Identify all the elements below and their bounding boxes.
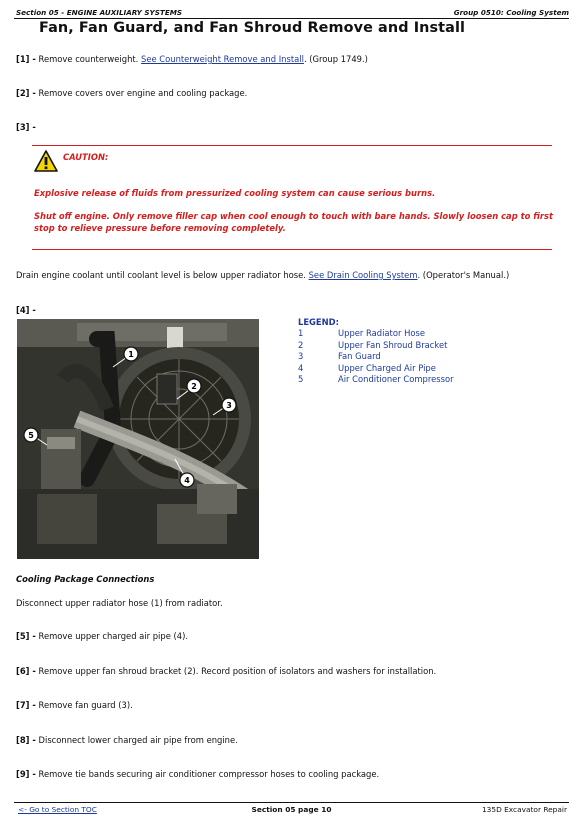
caution-top-rule bbox=[32, 145, 552, 146]
step-4 bbox=[16, 305, 36, 315]
step-9 bbox=[16, 769, 379, 779]
manual-title: 135D Excavator Repair bbox=[481, 805, 567, 814]
step-6-number: [6] - bbox=[16, 666, 36, 676]
engine-cooling-photo bbox=[17, 319, 259, 559]
caution-bottom-rule bbox=[32, 249, 552, 250]
legend-number: 1 bbox=[298, 328, 304, 338]
caution-text-1: Explosive release of fluids from pressurized cooling system can cause serious burns. bbox=[34, 188, 436, 198]
section-toc-link[interactable]: <- Go to Section TOC bbox=[18, 805, 97, 814]
caution-text-2: Shut off engine. Only remove filler cap when cool enough to touch with bare hands. Slowly loosen cap to first stop to relieve pressure before removing completely. bbox=[34, 211, 553, 233]
step-8 bbox=[16, 735, 238, 745]
section-header: Section 05 - ENGINE AUXILIARY SYSTEMS bbox=[16, 8, 183, 17]
step-4-number: [4] - bbox=[16, 305, 36, 315]
legend-label: Upper Radiator Hose bbox=[338, 328, 426, 338]
footer-divider bbox=[14, 802, 569, 803]
callout-1: 1 bbox=[128, 350, 134, 359]
step-9-text: Remove tie bands securing air conditioner compressor hoses to cooling package. bbox=[38, 769, 380, 779]
step-5 bbox=[16, 631, 188, 641]
callout-2: 2 bbox=[191, 382, 197, 391]
step-2 bbox=[16, 88, 247, 98]
legend-label: Air Conditioner Compressor bbox=[338, 374, 454, 384]
step-9-number: [9] - bbox=[16, 769, 36, 779]
step-8-text: Disconnect lower charged air pipe from engine. bbox=[38, 735, 238, 745]
group-header: Group 0510: Cooling System bbox=[453, 8, 569, 17]
drain-suffix: . (Operator's Manual.) bbox=[417, 270, 510, 280]
step-1-number: [1] - bbox=[16, 54, 36, 64]
step-7-text: Remove fan guard (3). bbox=[38, 700, 133, 710]
legend-item bbox=[298, 328, 425, 338]
counterweight-link[interactable]: See Counterweight Remove and Install bbox=[141, 54, 304, 64]
step-5-text: Remove upper charged air pipe (4). bbox=[38, 631, 189, 641]
legend-number: 2 bbox=[298, 340, 304, 350]
step-3-number: [3] - bbox=[16, 122, 36, 132]
legend-label: Upper Charged Air Pipe bbox=[338, 363, 436, 373]
cooling-package-heading: Cooling Package Connections bbox=[16, 574, 155, 584]
header-divider bbox=[14, 18, 569, 19]
step-3 bbox=[16, 122, 36, 132]
warning-triangle-icon bbox=[34, 150, 58, 172]
callout-5: 5 bbox=[28, 431, 34, 440]
step-5-number: [5] - bbox=[16, 631, 36, 641]
step-8-number: [8] - bbox=[16, 735, 36, 745]
step-7 bbox=[16, 700, 133, 710]
caution-label: CAUTION: bbox=[63, 152, 109, 162]
step-2-text: Remove covers over engine and cooling package. bbox=[38, 88, 248, 98]
callout-3: 3 bbox=[226, 401, 232, 410]
legend-item bbox=[298, 351, 381, 361]
legend-item bbox=[298, 340, 447, 350]
drain-instruction bbox=[16, 270, 509, 280]
step-1-suffix: . (Group 1749.) bbox=[303, 54, 368, 64]
legend-number: 3 bbox=[298, 351, 304, 361]
legend-number: 4 bbox=[298, 363, 304, 373]
page-number: Section 05 page 10 bbox=[251, 805, 332, 814]
page-title: Fan, Fan Guard, and Fan Shroud Remove and Install bbox=[39, 20, 466, 36]
legend-label: Upper Fan Shroud Bracket bbox=[338, 340, 448, 350]
step-2-number: [2] - bbox=[16, 88, 36, 98]
step-1-text: Remove counterweight. bbox=[38, 54, 139, 64]
legend-item bbox=[298, 374, 454, 384]
step-6 bbox=[16, 666, 436, 676]
step-6-text: Remove upper fan shroud bracket (2). Record position of isolators and washers for installation. bbox=[38, 666, 437, 676]
step-1 bbox=[16, 54, 368, 64]
legend-label: Fan Guard bbox=[338, 351, 381, 361]
legend-number: 5 bbox=[298, 374, 304, 384]
legend-title: LEGEND: bbox=[298, 317, 339, 327]
drain-cooling-system-link[interactable]: See Drain Cooling System bbox=[308, 270, 418, 280]
drain-text: Drain engine coolant until coolant level is below upper radiator hose. bbox=[16, 270, 306, 280]
disconnect-instruction: Disconnect upper radiator hose (1) from radiator. bbox=[16, 598, 223, 608]
callout-4: 4 bbox=[184, 476, 190, 485]
legend-item bbox=[298, 363, 436, 373]
step-7-number: [7] - bbox=[16, 700, 36, 710]
